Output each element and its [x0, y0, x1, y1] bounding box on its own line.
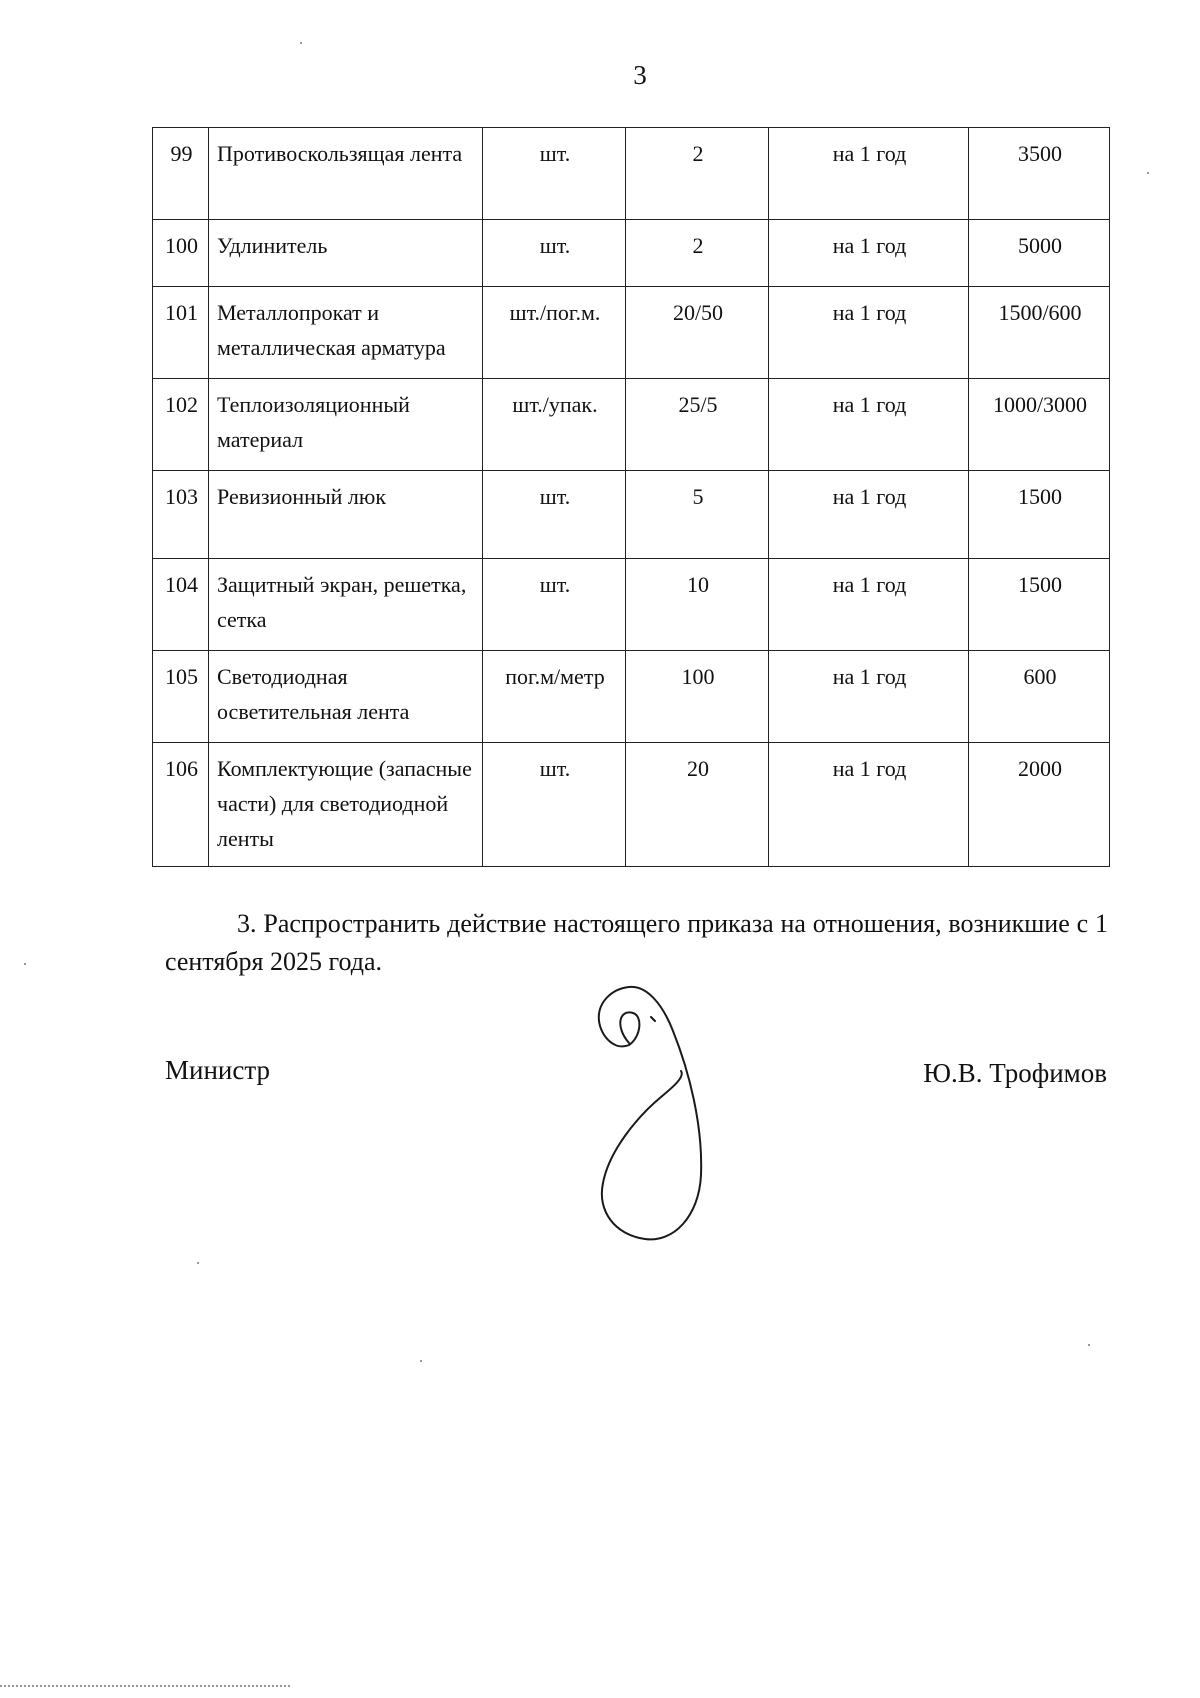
item-quantity: 2 — [626, 128, 769, 220]
item-unit: шт. — [483, 743, 626, 867]
effective-date-paragraph: 3. Распространить действие настоящего приказа на отношения, возникшие с 1 сентября 2025 года. — [165, 909, 1108, 976]
signatory-title: Министр — [165, 1055, 270, 1085]
row-number: 106 — [153, 743, 209, 867]
scan-edge-noise — [0, 1685, 290, 1690]
item-unit: шт. — [483, 559, 626, 651]
scan-speck — [24, 963, 26, 965]
table-row — [153, 651, 1110, 743]
item-term: на 1 год — [769, 128, 969, 220]
item-term: на 1 год — [769, 651, 969, 743]
scan-speck — [420, 1360, 422, 1362]
scan-speck — [300, 42, 302, 44]
row-number: 103 — [153, 471, 209, 559]
signatory-name: Ю.В. Трофимов — [923, 1058, 1107, 1088]
item-term: на 1 год — [769, 287, 969, 379]
item-price: 1500 — [969, 471, 1110, 559]
table-row — [153, 471, 1110, 559]
item-quantity: 20/50 — [626, 287, 769, 379]
row-number: 102 — [153, 379, 209, 471]
item-name: Светодиодная осветительная лента — [209, 651, 483, 743]
table-row — [153, 743, 1110, 867]
item-term: на 1 год — [769, 379, 969, 471]
item-term: на 1 год — [769, 220, 969, 287]
item-quantity: 10 — [626, 559, 769, 651]
items-table — [152, 127, 1110, 867]
handwritten-signature — [585, 985, 735, 1245]
item-quantity: 25/5 — [626, 379, 769, 471]
row-number: 104 — [153, 559, 209, 651]
item-term: на 1 год — [769, 471, 969, 559]
item-name: Комплектующие (запасные части) для светодиодной ленты — [209, 743, 483, 867]
table-row — [153, 128, 1110, 220]
row-number: 99 — [153, 128, 209, 220]
item-price: 1500 — [969, 559, 1110, 651]
item-price: 600 — [969, 651, 1110, 743]
item-unit: шт./упак. — [483, 379, 626, 471]
item-price: 3500 — [969, 128, 1110, 220]
scan-speck — [1088, 1344, 1090, 1346]
item-term: на 1 год — [769, 559, 969, 651]
table-row — [153, 559, 1110, 651]
item-price: 2000 — [969, 743, 1110, 867]
item-name: Ревизионный люк — [209, 471, 483, 559]
item-quantity: 20 — [626, 743, 769, 867]
item-name: Теплоизоляционный материал — [209, 379, 483, 471]
scan-speck — [197, 1262, 199, 1264]
table-row — [153, 287, 1110, 379]
page-number: 3 — [633, 60, 647, 90]
item-name: Металлопрокат и металлическая арматура — [209, 287, 483, 379]
row-number: 105 — [153, 651, 209, 743]
item-unit: пог.м/метр — [483, 651, 626, 743]
item-name: Противоскользящая лента — [209, 128, 483, 220]
item-unit: шт./пог.м. — [483, 287, 626, 379]
item-quantity: 5 — [626, 471, 769, 559]
table-row — [153, 379, 1110, 471]
item-unit: шт. — [483, 220, 626, 287]
item-quantity: 100 — [626, 651, 769, 743]
table-row — [153, 220, 1110, 287]
item-unit: шт. — [483, 128, 626, 220]
row-number: 101 — [153, 287, 209, 379]
item-quantity: 2 — [626, 220, 769, 287]
item-price: 5000 — [969, 220, 1110, 287]
item-price: 1000/3000 — [969, 379, 1110, 471]
item-name: Защитный экран, решетка, сетка — [209, 559, 483, 651]
item-price: 1500/600 — [969, 287, 1110, 379]
item-name: Удлинитель — [209, 220, 483, 287]
scan-speck — [1147, 172, 1149, 174]
row-number: 100 — [153, 220, 209, 287]
item-term: на 1 год — [769, 743, 969, 867]
item-unit: шт. — [483, 471, 626, 559]
